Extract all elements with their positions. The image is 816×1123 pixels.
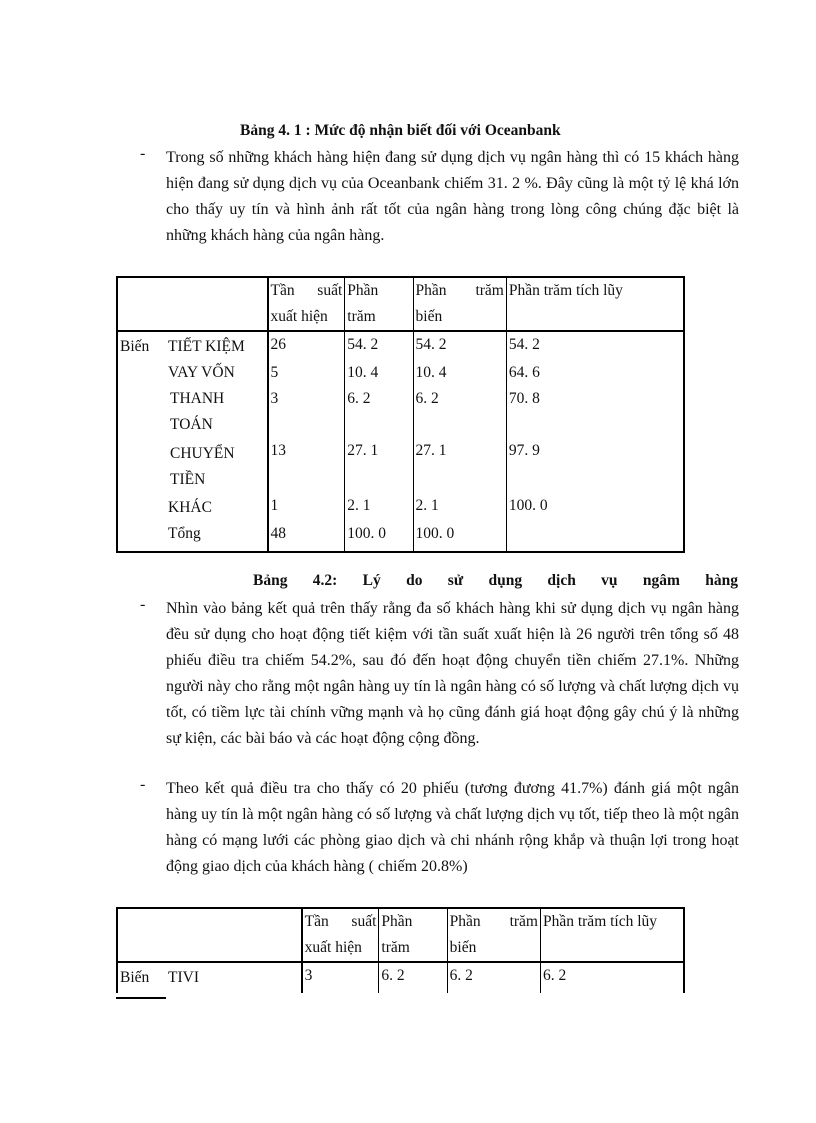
table2-header-empty <box>117 908 302 962</box>
table2-header-freq: Tần suất xuất hiện <box>302 908 379 962</box>
cell-valid: 54. 2 <box>413 331 506 360</box>
table1-header-row <box>117 277 684 331</box>
cell-freq: 48 <box>268 521 345 552</box>
cell-valid: 10. 4 <box>413 360 506 386</box>
table1-header-cum: Phần trăm tích lũy <box>506 277 684 331</box>
cell-valid: 2. 1 <box>413 493 506 521</box>
table2-header-pct: Phần trăm <box>379 908 447 962</box>
cell-freq: 26 <box>268 331 345 360</box>
cell-cum: 70. 8 <box>506 386 684 438</box>
cell-pct: 6. 2 <box>345 386 413 438</box>
row-label: VAY VỐN <box>168 364 235 381</box>
row-label: TIẾT KIỆM <box>168 338 245 355</box>
table-row <box>117 962 684 993</box>
bullet-marker: - <box>140 776 146 793</box>
cell-freq: 5 <box>268 360 345 386</box>
cell-pct: 27. 1 <box>345 438 413 493</box>
paragraph-mid-1: Nhìn vào bảng kết quả trên thấy rằng đa số khách hàng khi sử dụng dịch vụ ngân hàng đều sử dụng cho hoạt động tiết kiệm với tần suất xuất hiện là 26 người trên tổng số 48 phiếu điều tra chiếm 54.2%, sau đó đến hoạt động chuyển tiền chiếm 27.1%. Những người này cho rằng một ngân hàng uy tín là ngân hàng có số lượng và chất lượng dịch vụ tốt, có tiềm lực tài chính vững mạnh và họ cũng đánh giá hoạt động gây chú ý là những sự kiện, các bài báo và các hoạt động cộng đồng. <box>166 600 739 747</box>
paragraph-mid-2: Theo kết quả điều tra cho thấy có 20 phiếu (tương đương 41.7%) đánh giá một ngân hàng uy tín là một ngân hàng có số lượng và chất lượng dịch vụ tốt, tiếp theo là một ngân hàng có mạng lưới các phòng giao dịch và chi nhánh rộng khắp và thuận lợi trong hoạt động giao dịch của khách hàng ( chiếm 20.8%) <box>166 780 739 875</box>
cell-pct: 54. 2 <box>345 331 413 360</box>
table-row <box>117 331 684 360</box>
paragraph-top: Trong số những khách hàng hiện đang sử dụng dịch vụ ngân hàng thì có 15 khách hàng hiện đang sử dụng dịch vụ của Oceanbank chiếm 31. 2 %. Đây cũng là một tỷ lệ khá lớn cho thấy uy tín và hình ảnh rất tốt của ngân hàng trong lòng công chúng đặc biệt là những khách hàng của ngân hàng. <box>166 149 739 244</box>
table-row <box>117 521 684 552</box>
table1-header-empty <box>117 277 268 331</box>
table2-header-row <box>117 908 684 962</box>
cell-cum: 97. 9 <box>506 438 684 493</box>
cell-cum: 64. 6 <box>506 360 684 386</box>
table1-header-pct: Phần trăm <box>345 277 413 331</box>
cell-pct: 6. 2 <box>379 962 447 993</box>
cell-cum: 6. 2 <box>540 962 684 993</box>
cell-freq: 13 <box>268 438 345 493</box>
cell-freq: 3 <box>268 386 345 438</box>
cell-freq: 1 <box>268 493 345 521</box>
table1-header-valid: Phần trăm biến <box>413 277 506 331</box>
cell-valid: 6. 2 <box>413 386 506 438</box>
table-row <box>117 360 684 386</box>
cell-pct: 2. 1 <box>345 493 413 521</box>
cell-pct: 100. 0 <box>345 521 413 552</box>
cell-cum <box>506 521 684 552</box>
cell-valid: 6. 2 <box>447 962 540 993</box>
row-label: TIVI <box>168 969 199 986</box>
cell-cum: 54. 2 <box>506 331 684 360</box>
row-label: Tổng <box>168 525 201 542</box>
frequency-table-2 <box>116 907 685 993</box>
table-row <box>117 493 684 521</box>
table2-header-valid: Phần trăm biến <box>447 908 540 962</box>
cell-cum: 100. 0 <box>506 493 684 521</box>
table-row <box>117 438 684 493</box>
bullet-marker: - <box>140 596 146 613</box>
cell-valid: 27. 1 <box>413 438 506 493</box>
frequency-table-1 <box>116 276 685 553</box>
row-label: THANH TOÁN <box>170 390 225 433</box>
row-label: KHÁC <box>168 499 212 516</box>
table-row <box>117 386 684 438</box>
table2-header-cum: Phần trăm tích lũy <box>540 908 684 962</box>
bullet-marker: - <box>140 145 146 162</box>
table1-header-freq: Tần suất xuất hiện <box>268 277 345 331</box>
table2-partial-rule <box>116 997 166 999</box>
row-label: CHUYỂN TIỀN <box>170 445 235 488</box>
row-group-label: Biến <box>120 969 150 986</box>
cell-freq: 3 <box>302 962 379 993</box>
table2-caption: Bảng 4.2: Lý do sử dụng dịch vụ ngâm hàng <box>253 572 738 589</box>
cell-pct: 10. 4 <box>345 360 413 386</box>
row-group-label: Biến <box>120 338 150 355</box>
table1-caption: Bảng 4. 1 : Mức độ nhận biết đối với Oceanbank <box>240 122 561 139</box>
cell-valid: 100. 0 <box>413 521 506 552</box>
